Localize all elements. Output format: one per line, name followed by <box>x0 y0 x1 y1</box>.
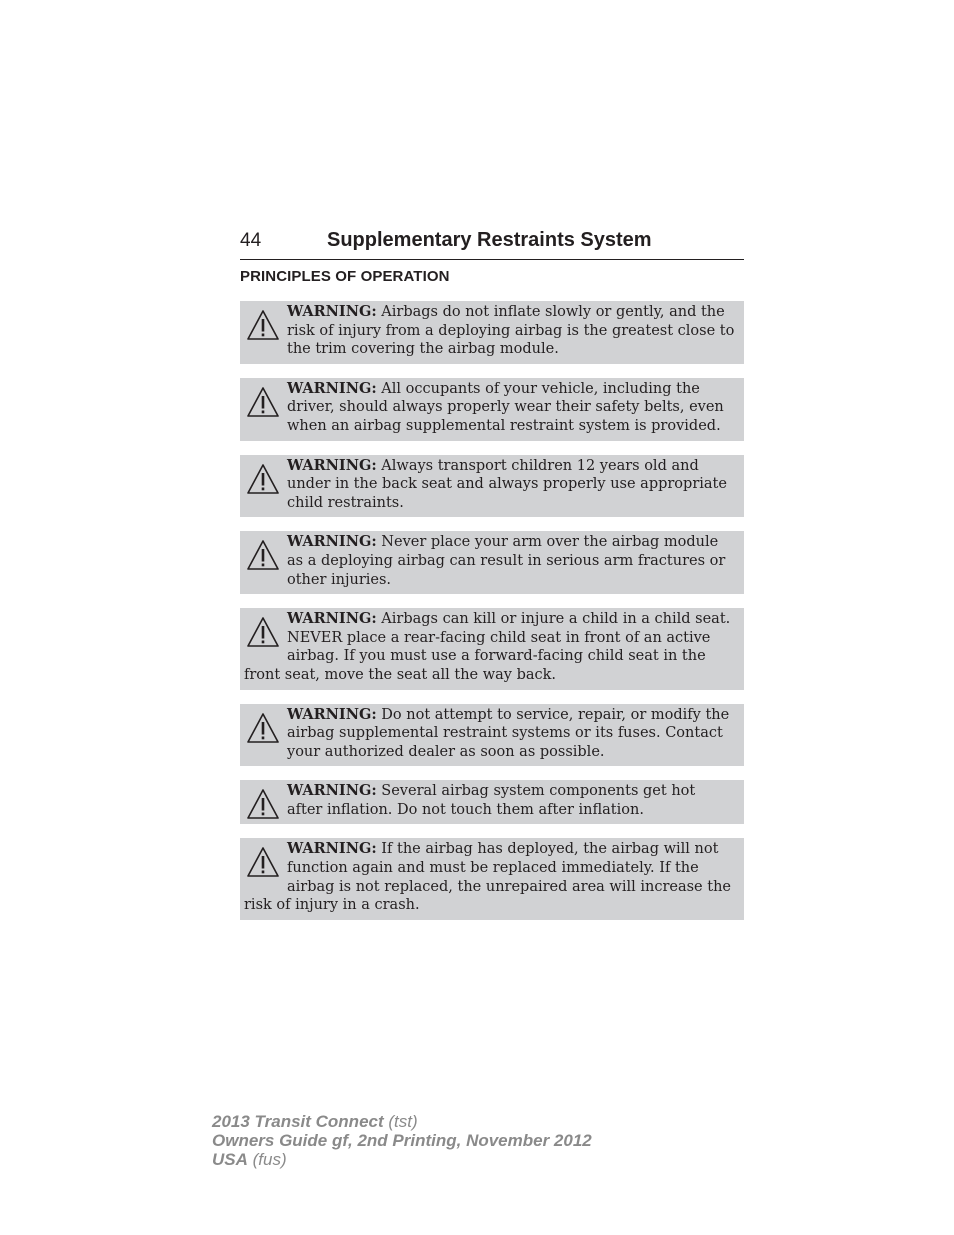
footer-model-code: (tst) <box>383 1112 418 1131</box>
warning-label: WARNING: <box>287 840 377 858</box>
warning-triangle-icon <box>246 711 280 745</box>
warning-label: WARNING: <box>287 705 377 723</box>
warning-box <box>240 378 744 441</box>
warning-box <box>240 301 744 364</box>
warning-triangle-icon <box>246 845 280 879</box>
document-footer <box>212 1112 592 1169</box>
warning-box <box>240 780 744 824</box>
warning-text: Several airbag system components get hot after inflation. Do not touch them after inflation. <box>287 783 696 818</box>
warning-text: Never place your arm over the airbag module as a deploying airbag can result in serious arm fractures or other injuries. <box>287 534 726 588</box>
warning-triangle-icon <box>246 538 280 572</box>
warning-text: If the airbag has deployed, the airbag will not function again and must be replaced immediately. If the airbag is not replaced, the unrepaired area will increase the risk of injury in a crash. <box>244 841 731 914</box>
warning-text: Always transport children 12 years old and under in the back seat and always properly use appropriate child restraints. <box>287 457 727 511</box>
footer-model: 2013 Transit Connect <box>212 1112 384 1131</box>
warning-triangle-icon <box>246 462 280 496</box>
section-heading: PRINCIPLES OF OPERATION <box>240 268 450 285</box>
warning-box <box>240 531 744 594</box>
warning-box <box>240 608 744 689</box>
footer-line-market <box>212 1150 592 1169</box>
warning-text: Airbags can kill or injure a child in a child seat. NEVER place a rear-facing child seat in front of an active airbag. If you must use a forward-facing child seat in the front seat, move the seat all the way back. <box>244 611 731 683</box>
footer-market: USA <box>212 1150 248 1169</box>
warning-label: WARNING: <box>287 303 377 320</box>
warning-label: WARNING: <box>287 610 377 628</box>
page-number: 44 <box>240 230 262 251</box>
warning-triangle-icon <box>246 787 280 821</box>
footer-guide: Owners Guide gf, 2nd Printing, November 2012 <box>212 1131 592 1150</box>
warning-box <box>240 838 744 919</box>
footer-line-guide <box>212 1131 592 1150</box>
warning-text: Do not attempt to service, repair, or modify the airbag supplemental restraint systems or its fuses. Contact your authorized dealer as soon as possible. <box>287 706 730 760</box>
warning-text: Airbags do not inflate slowly or gently, and the risk of injury from a deploying airbag is the greatest close to the trim covering the airbag module. <box>287 304 735 358</box>
warning-box <box>240 704 744 767</box>
warning-label: WARNING: <box>287 456 377 474</box>
warning-label: WARNING: <box>287 533 377 551</box>
warning-box <box>240 455 744 518</box>
footer-line-model <box>212 1112 592 1131</box>
warning-label: WARNING: <box>287 782 377 800</box>
warning-label: WARNING: <box>287 379 377 397</box>
warning-text: All occupants of your vehicle, including the driver, should always properly wear their safety belts, even when an airbag supplemental restraint system is provided. <box>287 380 724 434</box>
warning-triangle-icon <box>246 615 280 649</box>
warning-triangle-icon <box>246 308 280 342</box>
warning-triangle-icon <box>246 385 280 419</box>
footer-market-code: (fus) <box>247 1150 287 1169</box>
page-header <box>240 229 744 260</box>
chapter-title: Supplementary Restraints System <box>327 229 652 251</box>
warning-list <box>240 301 744 934</box>
